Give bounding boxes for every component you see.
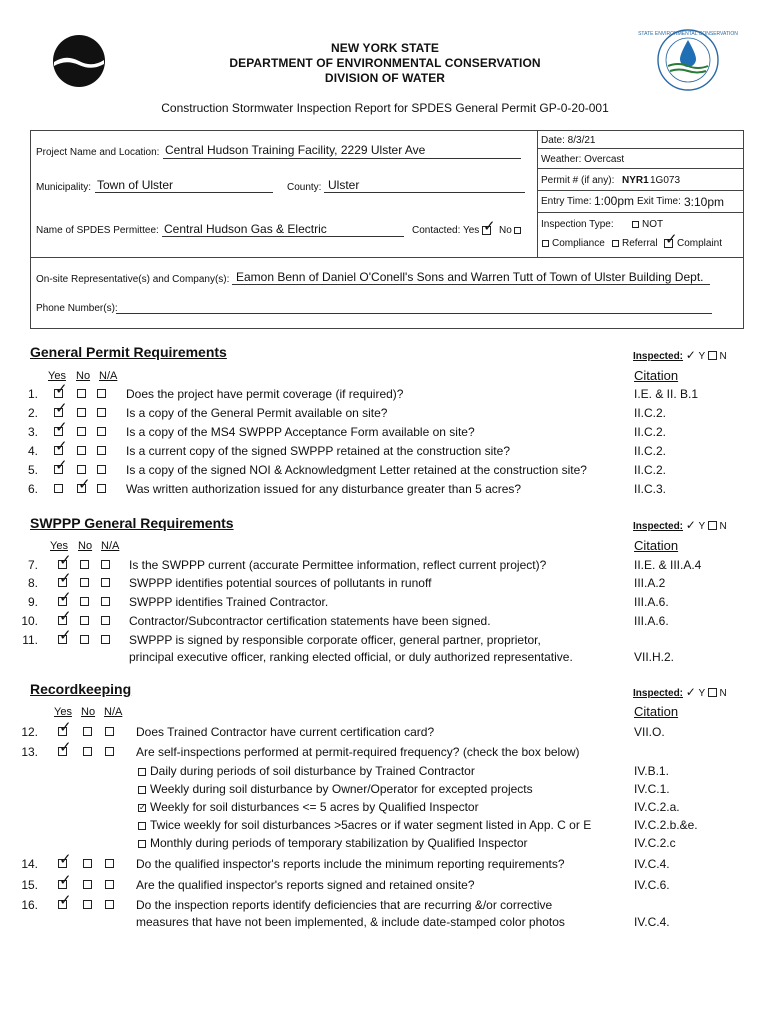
not-checkbox[interactable] — [632, 221, 639, 228]
answer-no-checkbox[interactable] — [77, 386, 89, 398]
citation-text: VII.H.2. — [634, 650, 675, 664]
citation-text: III.A.6. — [634, 614, 669, 628]
col-header-yes: Yes — [54, 706, 72, 718]
not-label: NOT — [642, 219, 664, 230]
answer-na-checkbox[interactable] — [105, 724, 117, 736]
item-number: 10. — [21, 614, 38, 628]
answer-no-checkbox[interactable] — [80, 557, 92, 569]
frequency-option-text: Daily during periods of soil disturbance by Trained Contractor — [150, 764, 475, 778]
col-header-citation: Citation — [634, 368, 679, 383]
answer-no-checkbox[interactable] — [83, 744, 95, 756]
answer-yes-checkbox[interactable]: ✓ — [59, 892, 72, 909]
complaint-label: Complaint — [677, 238, 723, 249]
citation-text: II.C.2. — [634, 463, 667, 477]
citation-text: II.C.2. — [634, 425, 667, 439]
answer-yes-checkbox[interactable]: ✓ — [55, 457, 68, 474]
citation-text: IV.C.6. — [634, 878, 670, 892]
exit-time-label: Exit Time: — [637, 196, 681, 207]
col-header-yes: Yes — [48, 370, 66, 382]
question-text: Is the SWPPP current (accurate Permittee information, reflect current project)? — [129, 558, 547, 572]
referral-label: Referral — [622, 238, 658, 249]
item-number: 6. — [27, 482, 38, 496]
seal-text: STATE ENVIRONMENTAL CONSERVATION — [638, 31, 738, 37]
municipality-label: Municipality: — [36, 182, 92, 193]
entry-time-field[interactable]: 1:00pm — [594, 194, 635, 208]
frequency-option-checkbox[interactable]: ✓ — [139, 803, 146, 812]
citation-text: IV.B.1. — [634, 764, 669, 778]
inspected-indicator: Inspected: ✓ Y N — [633, 685, 727, 699]
permit-prefix: NYR1 — [622, 175, 649, 186]
inspected-yes-check: ✓ — [685, 348, 696, 362]
item-number: 15. — [21, 878, 38, 892]
answer-yes-checkbox[interactable]: ✓ — [59, 872, 72, 889]
question-text-cont: measures that have not been implemented, & include date-stamped color photos — [136, 915, 565, 929]
citation-text: IV.C.4. — [634, 915, 670, 929]
compliance-checkbox[interactable] — [542, 240, 549, 247]
project-field[interactable]: Central Hudson Training Facility, 2229 Ulster Ave — [165, 143, 426, 157]
col-header-na: N/A — [104, 706, 123, 718]
question-text: Does the project have permit coverage (if required)? — [126, 387, 404, 401]
permit-label: Permit # (if any): — [541, 175, 615, 186]
phone-label: Phone Number(s): — [36, 303, 118, 314]
citation-text: IV.C.1. — [634, 782, 670, 796]
answer-na-checkbox[interactable] — [97, 481, 109, 493]
frequency-option-checkbox[interactable] — [138, 840, 146, 848]
question-text: Is a copy of the MS4 SWPPP Acceptance Form available on site? — [126, 425, 475, 439]
answer-na-checkbox[interactable] — [97, 443, 109, 455]
citation-text: IV.C.2.c — [634, 836, 676, 850]
question-text: Does Trained Contractor have current certification card? — [136, 725, 435, 739]
item-number: 9. — [27, 595, 38, 609]
answer-no-checkbox[interactable]: ✓ — [78, 476, 91, 493]
question-text: Is a current copy of the signed SWPPP retained at the construction site? — [126, 444, 510, 458]
question-text: Is a copy of the signed NOI & Acknowledgment Letter retained at the construction site? — [126, 463, 587, 477]
report-subtitle: Construction Stormwater Inspection Report for SPDES General Permit GP-0-20-001 — [161, 101, 609, 115]
contacted-no-checkbox[interactable] — [514, 227, 521, 234]
citation-text: IV.C.2.b.&e. — [634, 818, 698, 832]
question-text: Are self-inspections performed at permit-required frequency? (check the box below) — [136, 745, 580, 759]
answer-yes-checkbox[interactable]: ✓ — [59, 589, 72, 606]
permittee-field[interactable]: Central Hudson Gas & Electric — [164, 222, 327, 236]
item-number: 4. — [27, 444, 38, 458]
item-number: 8. — [27, 576, 38, 590]
citation-text: IV.C.4. — [634, 857, 670, 871]
col-header-yes: Yes — [50, 540, 68, 552]
col-header-na: N/A — [101, 540, 120, 552]
inspected-indicator: Inspected: ✓ Y N — [633, 518, 727, 532]
answer-na-checkbox[interactable] — [97, 424, 109, 436]
col-header-citation: Citation — [634, 704, 679, 719]
question-text: Is a copy of the General Permit available on site? — [126, 406, 388, 420]
contacted-no-label: No — [499, 225, 512, 236]
question-text: SWPPP identifies Trained Contractor. — [129, 595, 329, 609]
permittee-label: Name of SPDES Permittee: — [36, 225, 159, 236]
answer-na-checkbox[interactable] — [105, 856, 117, 868]
answer-na-checkbox[interactable] — [101, 557, 113, 569]
answer-yes-checkbox[interactable]: ✓ — [59, 851, 72, 868]
complaint-checkbox[interactable]: ✓ — [665, 231, 678, 248]
citation-text: III.A.6. — [634, 595, 669, 609]
answer-no-checkbox[interactable] — [83, 897, 95, 909]
answer-na-checkbox[interactable] — [101, 632, 113, 644]
answer-yes-checkbox[interactable]: ✓ — [59, 570, 72, 587]
citation-text: III.A.2 — [634, 576, 666, 590]
item-number: 11. — [22, 633, 38, 647]
question-text: Do the qualified inspector's reports include the minimum reporting requirements? — [136, 857, 565, 871]
answer-yes-checkbox[interactable]: ✓ — [55, 419, 68, 436]
item-number: 14. — [21, 857, 38, 871]
citation-text: II.C.2. — [634, 406, 667, 420]
question-text: Do the inspection reports identify deficiencies that are recurring &/or corrective — [136, 898, 553, 912]
contacted-yes-checkbox[interactable]: ✓ — [483, 218, 496, 235]
answer-no-checkbox[interactable] — [80, 632, 92, 644]
answer-na-checkbox[interactable] — [97, 405, 109, 417]
answer-no-checkbox[interactable] — [83, 724, 95, 736]
col-header-citation: Citation — [634, 538, 679, 553]
contacted-label: Contacted: Yes — [412, 225, 480, 236]
county-field[interactable]: Ulster — [328, 178, 360, 192]
answer-na-checkbox[interactable] — [97, 386, 109, 398]
answer-no-checkbox[interactable] — [77, 405, 89, 417]
citation-text: I.E. & II. B.1 — [634, 387, 699, 401]
answer-yes-checkbox[interactable]: ✓ — [59, 552, 72, 569]
inspection-type-label: Inspection Type: — [541, 219, 614, 230]
answer-yes-checkbox[interactable] — [54, 481, 66, 493]
onsite-rep-field[interactable]: Eamon Benn of Daniel O'Conell's Sons and Warren Tutt of Town of Ulster Building Dept. — [236, 270, 704, 284]
state-heading: NEW YORK STATE — [330, 41, 440, 55]
permit-number[interactable]: 1G073 — [650, 175, 681, 186]
question-text-cont: principal executive officer, ranking elected official, or duly authorized representative. — [129, 650, 573, 664]
answer-no-checkbox[interactable] — [83, 856, 95, 868]
section-title: General Permit Requirements — [30, 344, 227, 360]
section-title: SWPPP General Requirements — [30, 515, 234, 531]
item-number: 5. — [27, 463, 38, 477]
county-label: County: — [287, 182, 322, 193]
item-number: 2. — [27, 406, 38, 420]
answer-na-checkbox[interactable] — [97, 462, 109, 474]
answer-yes-checkbox[interactable]: ✓ — [59, 627, 72, 644]
frequency-option-text: Twice weekly for soil disturbances >5acres or if water segment listed in App. C or E — [150, 818, 592, 832]
compliance-label: Compliance — [552, 238, 605, 249]
item-number: 7. — [27, 558, 38, 572]
entry-time-label: Entry Time: — [541, 196, 592, 207]
inspected-yes-check: ✓ — [685, 685, 696, 699]
answer-yes-checkbox[interactable]: ✓ — [59, 719, 72, 736]
item-number: 3. — [27, 425, 38, 439]
answer-no-checkbox[interactable] — [80, 575, 92, 587]
answer-yes-checkbox[interactable]: ✓ — [59, 739, 72, 756]
answer-yes-checkbox[interactable]: ✓ — [55, 381, 68, 398]
date-field[interactable]: Date: 8/3/21 — [541, 135, 596, 146]
onsite-rep-label: On-site Representative(s) and Company(s): — [36, 274, 230, 285]
answer-na-checkbox[interactable] — [101, 594, 113, 606]
frequency-option-checkbox[interactable] — [138, 786, 146, 794]
exit-time-field[interactable]: 3:10pm — [684, 195, 725, 209]
answer-no-checkbox[interactable] — [80, 613, 92, 625]
project-label: Project Name and Location: — [36, 147, 160, 158]
col-header-no: No — [78, 540, 93, 552]
question-text: Was written authorization issued for any disturbance greater than 5 acres? — [126, 482, 522, 496]
question-text: SWPPP is signed by responsible corporate officer, general partner, proprietor, — [129, 633, 541, 647]
answer-na-checkbox[interactable] — [105, 877, 117, 889]
answer-yes-checkbox[interactable]: ✓ — [59, 608, 72, 625]
item-number: 13. — [21, 745, 38, 759]
frequency-option-text: Weekly for soil disturbances <= 5 acres by Qualified Inspector — [150, 800, 479, 814]
col-header-no: No — [81, 706, 96, 718]
department-heading: DEPARTMENT OF ENVIRONMENTAL CONSERVATION — [229, 56, 541, 70]
item-number: 12. — [21, 725, 38, 739]
answer-na-checkbox[interactable] — [101, 575, 113, 587]
answer-na-checkbox[interactable] — [105, 897, 117, 909]
frequency-option-text: Monthly during periods of temporary stabilization by Qualified Inspector — [150, 836, 528, 850]
frequency-option-text: Weekly during soil disturbance by Owner/Operator for excepted projects — [150, 782, 533, 796]
answer-no-checkbox[interactable] — [83, 877, 95, 889]
answer-yes-checkbox[interactable]: ✓ — [55, 400, 68, 417]
division-heading: DIVISION OF WATER — [324, 71, 446, 85]
answer-no-checkbox[interactable] — [77, 424, 89, 436]
citation-text: IV.C.2.a. — [634, 800, 680, 814]
question-text: SWPPP identifies potential sources of pollutants in runoff — [129, 576, 432, 590]
referral-checkbox[interactable] — [612, 240, 619, 247]
question-text: Contractor/Subcontractor certification statements have been signed. — [129, 614, 491, 628]
citation-text: II.E. & III.A.4 — [634, 558, 702, 572]
answer-no-checkbox[interactable] — [77, 443, 89, 455]
section-title: Recordkeeping — [30, 681, 132, 697]
frequency-option-checkbox[interactable] — [138, 822, 146, 830]
weather-field[interactable]: Weather: Overcast — [541, 154, 625, 165]
citation-text: VII.O. — [634, 725, 665, 739]
answer-no-checkbox[interactable] — [80, 594, 92, 606]
question-text: Are the qualified inspector's reports signed and retained onsite? — [136, 878, 475, 892]
inspected-indicator: Inspected: ✓ Y N — [633, 348, 727, 362]
answer-yes-checkbox[interactable]: ✓ — [55, 438, 68, 455]
answer-no-checkbox[interactable] — [77, 462, 89, 474]
frequency-option-checkbox[interactable] — [138, 768, 146, 776]
answer-na-checkbox[interactable] — [101, 613, 113, 625]
municipality-field[interactable]: Town of Ulster — [97, 178, 174, 192]
inspected-yes-check: ✓ — [685, 518, 696, 532]
col-header-na: N/A — [99, 370, 118, 382]
col-header-no: No — [76, 370, 91, 382]
answer-na-checkbox[interactable] — [105, 744, 117, 756]
item-number: 16. — [21, 898, 38, 912]
citation-text: II.C.3. — [634, 482, 667, 496]
item-number: 1. — [27, 387, 38, 401]
citation-text: II.C.2. — [634, 444, 667, 458]
